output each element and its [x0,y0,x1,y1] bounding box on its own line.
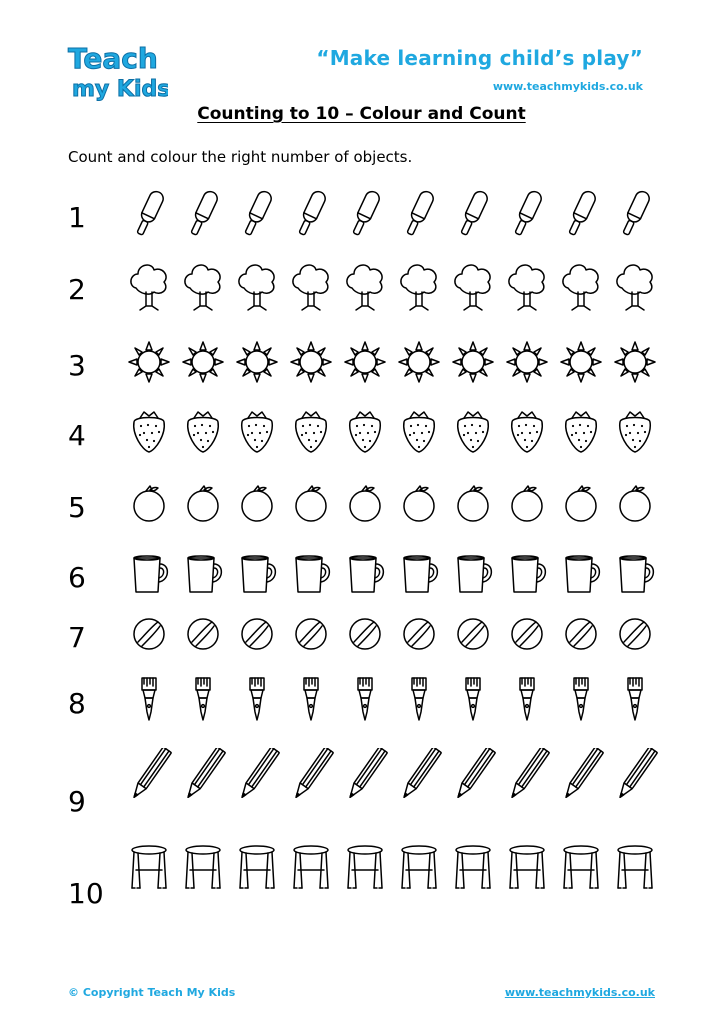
row-objects [126,476,666,536]
stool-icon[interactable] [126,840,172,896]
row-objects [126,606,666,666]
pencil-icon[interactable] [504,748,550,804]
paintbrush-icon[interactable] [234,672,280,728]
row-objects [126,546,666,606]
orange-icon[interactable] [126,476,172,532]
mug-icon[interactable] [288,546,334,602]
orange-icon[interactable] [504,476,550,532]
logo-text-bottom: my Kids [72,77,168,102]
pencil-icon[interactable] [396,748,442,804]
sun-icon[interactable] [558,334,604,390]
footer-site-link[interactable]: www.teachmykids.co.uk [504,986,655,999]
tree-icon[interactable] [342,258,388,314]
paintbrush-icon[interactable] [558,672,604,728]
paintbrush-icon[interactable] [342,672,388,728]
strawberry-icon[interactable] [504,404,550,460]
header-site-link[interactable]: www.teachmykids.co.uk [492,80,643,93]
pencil-icon[interactable] [234,748,280,804]
ball-icon[interactable] [450,606,496,662]
stool-icon[interactable] [180,840,226,896]
sun-icon[interactable] [234,334,280,390]
pencil-icon[interactable] [126,748,172,804]
ice-lolly-icon[interactable] [342,186,388,242]
row-number: 9 [68,785,86,818]
mug-icon[interactable] [612,546,658,602]
strawberry-icon[interactable] [342,404,388,460]
mug-icon[interactable] [234,546,280,602]
paintbrush-icon[interactable] [396,672,442,728]
counting-row-7 [0,606,723,666]
row-objects [126,748,666,808]
counting-row-1 [0,186,723,246]
mug-icon[interactable] [450,546,496,602]
paintbrush-icon[interactable] [288,672,334,728]
counting-row-5 [0,476,723,536]
mug-icon[interactable] [180,546,226,602]
pencil-icon[interactable] [342,748,388,804]
ball-icon[interactable] [558,606,604,662]
mug-icon[interactable] [126,546,172,602]
paintbrush-icon[interactable] [126,672,172,728]
pencil-icon[interactable] [288,748,334,804]
orange-icon[interactable] [180,476,226,532]
counting-row-2 [0,258,723,318]
row-number: 4 [68,419,86,452]
ice-lolly-icon[interactable] [180,186,226,242]
orange-icon[interactable] [234,476,280,532]
ball-icon[interactable] [612,606,658,662]
tree-icon[interactable] [234,258,280,314]
stool-icon[interactable] [450,840,496,896]
counting-row-10 [0,840,723,910]
ice-lolly-icon[interactable] [288,186,334,242]
orange-icon[interactable] [342,476,388,532]
pencil-icon[interactable] [450,748,496,804]
counting-row-3 [0,334,723,394]
ball-icon[interactable] [288,606,334,662]
stool-icon[interactable] [558,840,604,896]
orange-icon[interactable] [396,476,442,532]
sun-icon[interactable] [396,334,442,390]
counting-row-8 [0,672,723,732]
strawberry-icon[interactable] [288,404,334,460]
ice-lolly-icon[interactable] [126,186,172,242]
row-objects [126,258,666,318]
sun-icon[interactable] [342,334,388,390]
ice-lolly-icon[interactable] [234,186,280,242]
strawberry-icon[interactable] [180,404,226,460]
counting-row-4 [0,404,723,464]
orange-icon[interactable] [288,476,334,532]
ball-icon[interactable] [342,606,388,662]
row-objects [126,186,666,246]
row-number: 8 [68,687,86,720]
ball-icon[interactable] [396,606,442,662]
row-number: 10 [68,877,104,910]
paintbrush-icon[interactable] [612,672,658,728]
row-number: 5 [68,491,86,524]
stool-icon[interactable] [342,840,388,896]
footer-copyright: © Copyright Teach My Kids [68,986,236,999]
stool-icon[interactable] [234,840,280,896]
tree-icon[interactable] [558,258,604,314]
tagline: “Make learning child’s play” [316,46,643,70]
mug-icon[interactable] [558,546,604,602]
ice-lolly-icon[interactable] [450,186,496,242]
strawberry-icon[interactable] [126,404,172,460]
tree-icon[interactable] [504,258,550,314]
stool-icon[interactable] [396,840,442,896]
sun-icon[interactable] [288,334,334,390]
sun-icon[interactable] [504,334,550,390]
row-objects [126,334,666,394]
instruction: Count and colour the right number of objects. [68,148,413,166]
strawberry-icon[interactable] [234,404,280,460]
pencil-icon[interactable] [180,748,226,804]
stool-icon[interactable] [612,840,658,896]
row-number: 2 [68,273,86,306]
strawberry-icon[interactable] [612,404,658,460]
tree-icon[interactable] [288,258,334,314]
ball-icon[interactable] [234,606,280,662]
row-number: 6 [68,561,86,594]
stool-icon[interactable] [288,840,334,896]
mug-icon[interactable] [396,546,442,602]
row-objects [126,672,666,732]
sun-icon[interactable] [612,334,658,390]
tree-icon[interactable] [612,258,658,314]
strawberry-icon[interactable] [450,404,496,460]
row-number: 1 [68,201,86,234]
pencil-icon[interactable] [612,748,658,804]
ball-icon[interactable] [504,606,550,662]
counting-row-6 [0,546,723,606]
ball-icon[interactable] [126,606,172,662]
orange-icon[interactable] [450,476,496,532]
tree-icon[interactable] [180,258,226,314]
mug-icon[interactable] [504,546,550,602]
ball-icon[interactable] [180,606,226,662]
strawberry-icon[interactable] [558,404,604,460]
orange-icon[interactable] [558,476,604,532]
strawberry-icon[interactable] [396,404,442,460]
page-title: Counting to 10 – Colour and Count [197,104,526,124]
logo-text-top: Teach [68,42,158,75]
row-objects [126,840,666,900]
mug-icon[interactable] [342,546,388,602]
paintbrush-icon[interactable] [180,672,226,728]
orange-icon[interactable] [612,476,658,532]
counting-row-9 [0,748,723,818]
tree-icon[interactable] [126,258,172,314]
sun-icon[interactable] [450,334,496,390]
row-objects [126,404,666,464]
ice-lolly-icon[interactable] [612,186,658,242]
tree-icon[interactable] [450,258,496,314]
row-number: 3 [68,349,86,382]
teach-my-kids-logo [64,40,168,104]
row-number: 7 [68,621,86,654]
tree-icon[interactable] [396,258,442,314]
sun-icon[interactable] [180,334,226,390]
ice-lolly-icon[interactable] [558,186,604,242]
paintbrush-icon[interactable] [450,672,496,728]
sun-icon[interactable] [126,334,172,390]
ice-lolly-icon[interactable] [396,186,442,242]
ice-lolly-icon[interactable] [504,186,550,242]
stool-icon[interactable] [504,840,550,896]
pencil-icon[interactable] [558,748,604,804]
paintbrush-icon[interactable] [504,672,550,728]
